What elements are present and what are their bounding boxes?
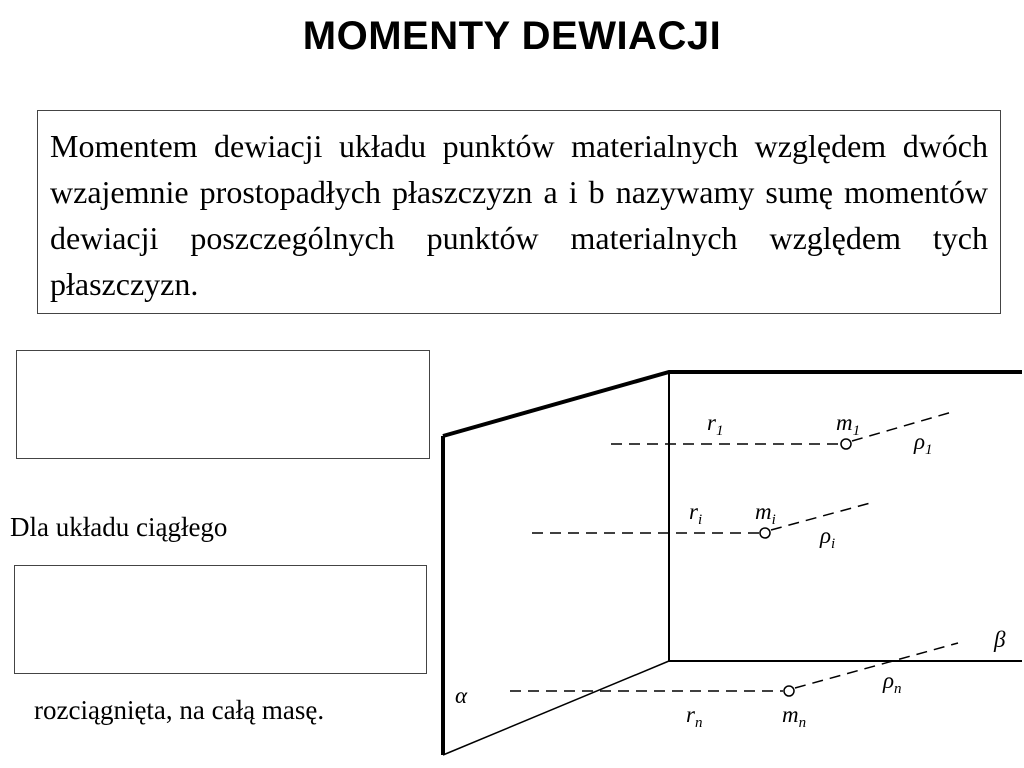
label-m1: $m_1$ [836, 410, 861, 439]
plane-alpha-bottom-edge [443, 661, 669, 755]
mass-point-mi [760, 528, 770, 538]
caption-mass: rozciągnięta, na całą masę. [34, 695, 325, 725]
label-mn: $m_n$ [782, 702, 807, 731]
definition-text: Momentem dewiacji układu punktów materialnych względem dwóch wzajemnie prostopadłych płaszczyzn a i b nazywamy sumę momentów dewiacji poszczególnych punktów materialnych względem tych płaszczyzn. [50, 128, 988, 302]
distance-rho1 [852, 412, 952, 441]
label-mi: $m_i$ [755, 499, 776, 528]
label-alpha: α [455, 683, 468, 708]
label-ri: $r_i$ [689, 499, 703, 528]
caption-continuous-system: Dla układu ciągłego [10, 512, 228, 542]
label-beta: β [994, 627, 1006, 652]
label-rho1: $\rho_1$ [914, 429, 933, 458]
label-r1: $r_1$ [707, 410, 724, 439]
label-rn: $r_n$ [686, 702, 703, 731]
distance-rhon [795, 643, 958, 688]
page-title: MOMENTY DEWIACJI [302, 14, 722, 58]
plane-alpha-top-edge [443, 372, 1022, 436]
label-rhoi: $\rho_i$ [820, 523, 836, 552]
label-rhon: $\rho_n$ [883, 668, 902, 697]
mass-point-m1 [841, 439, 851, 449]
mass-point-mn [784, 686, 794, 696]
